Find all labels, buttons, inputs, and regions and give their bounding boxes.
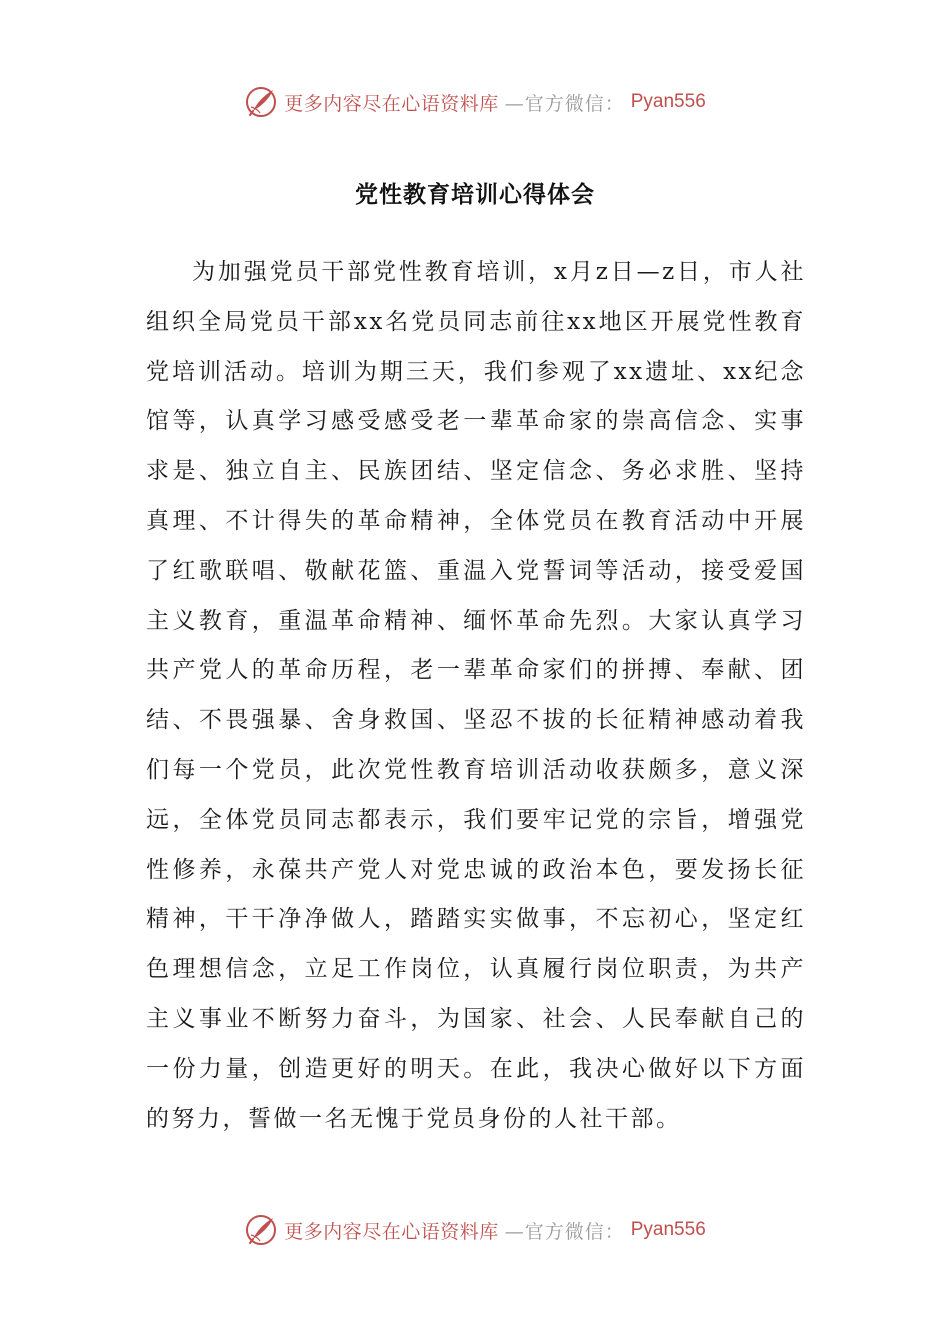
header-watermark-banner xyxy=(0,82,950,122)
banner-wechat-label: —官方微信： xyxy=(504,1220,625,1243)
banner-wechat-label: —官方微信： xyxy=(504,92,625,115)
banner-wechat-id: Pyan556 xyxy=(630,91,706,112)
banner-wechat-id: Pyan556 xyxy=(630,1219,706,1240)
banner-slogan: 更多内容尽在心语资料库 xyxy=(284,1220,499,1243)
document-body-paragraph: 为加强党员干部党性教育培训，x月z日—z日，市人社组织全局党员干部xx名党员同志前往xx地区开展党性教育党培训活动。培训为期三天，我们参观了xx遗址、xx纪念馆等，认真学习感受感受老一辈革命家的崇高信念、实事求是、独立自主、民族团结、坚定信念、务必求胜、坚持真理、不计得失的革命精神，全体党员在教育活动中开展了红歌联唱、敬献花篮、重温入党誓词等活动，接受爱国主义教育，重温革命精神、缅怀革命先烈。大家认真学习共产党人的革命历程，老一辈革命家们的拼搏、奉献、团结、不畏强暴、舍身救国、坚忍不拔的长征精神感动着我们每一个党员，此次党性教育培训活动收获颇多，意义深远，全体党员同志都表示，我们要牢记党的宗旨，增强党性修养，永葆共产党人对党忠诚的政治本色，要发扬长征精神，干干净净做人，踏踏实实做事，不忘初心，坚定红色理想信念，立足工作岗位，认真履行岗位职责，为共产主义事业不断努力奋斗，为国家、社会、人民奉献自己的一份力量，创造更好的明天。在此，我决心做好以下方面的努力，誓做一名无愧于党员身份的人社干部。 xyxy=(146,259,806,1132)
banner-slogan: 更多内容尽在心语资料库 xyxy=(284,92,499,115)
quill-pen-logo-icon xyxy=(244,1213,278,1247)
footer-watermark-banner xyxy=(0,1210,950,1250)
quill-pen-logo-icon xyxy=(244,85,278,119)
document-title: 党性教育培训心得体会 xyxy=(355,182,595,208)
